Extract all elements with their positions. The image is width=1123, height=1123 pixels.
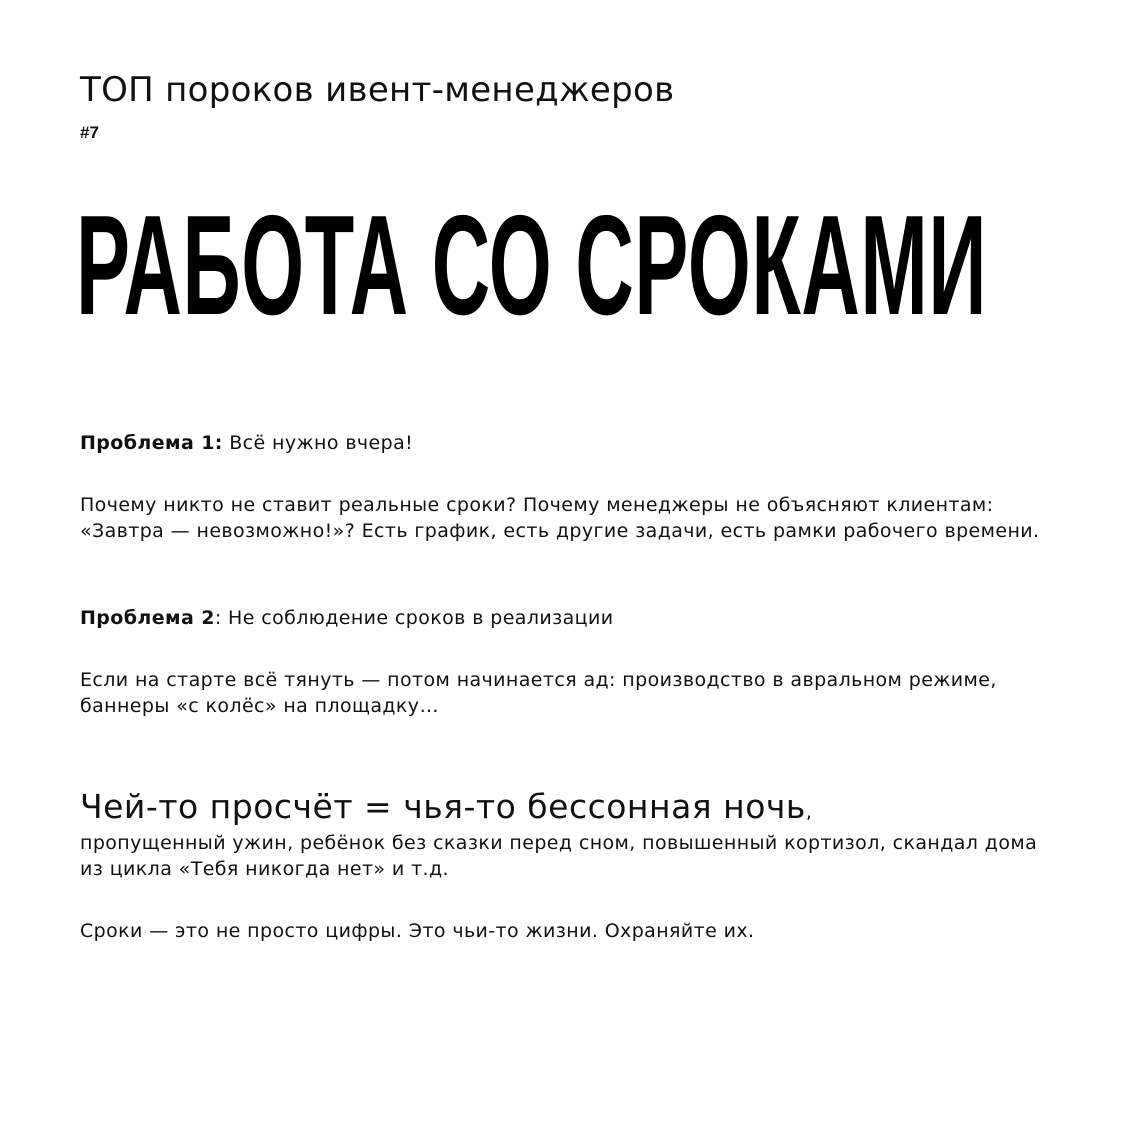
problem-2-title: : Не соблюдение сроков в реализации bbox=[214, 607, 614, 629]
problem-1-title: Всё нужно вчера! bbox=[222, 432, 414, 454]
conclusion-emphasis-comma: , bbox=[805, 801, 813, 823]
series-title: ТОП пороков ивент-менеджеров bbox=[80, 70, 675, 110]
problem-1-heading bbox=[80, 430, 1040, 456]
problem-2-label: Проблема 2 bbox=[80, 607, 215, 629]
problem-2-heading bbox=[80, 605, 1040, 631]
conclusion-closing: Сроки — это не просто цифры. Это чьи-то жизни. Охраняйте их. bbox=[80, 920, 755, 942]
problem-1-label: Проблема 1: bbox=[80, 432, 223, 454]
problem-2-description: Если на старте всё тянуть — потом начинается ад: производство в авральном режиме, баннеры «с колёс» на площадку… bbox=[80, 669, 997, 717]
headline: РАБОТА СО СРОКАМИ bbox=[76, 186, 988, 345]
conclusion-emphasis-text: Чей-то просчёт = чья-то бессонная ночь bbox=[80, 787, 806, 826]
conclusion-emphasis bbox=[80, 786, 812, 833]
problem-1-description: Почему никто не ставит реальные сроки? Почему менеджеры не объясняют клиентам: «Завтра — невозможно!»? Есть график, есть другие задачи, есть рамки рабочего времени. bbox=[80, 494, 1040, 542]
series-number: #7 bbox=[80, 123, 99, 142]
conclusion-consequences: пропущенный ужин, ребёнок без сказки перед сном, повышенный кортизол, скандал дома из цикла «Тебя никогда нет» и т.д. bbox=[80, 832, 1038, 880]
